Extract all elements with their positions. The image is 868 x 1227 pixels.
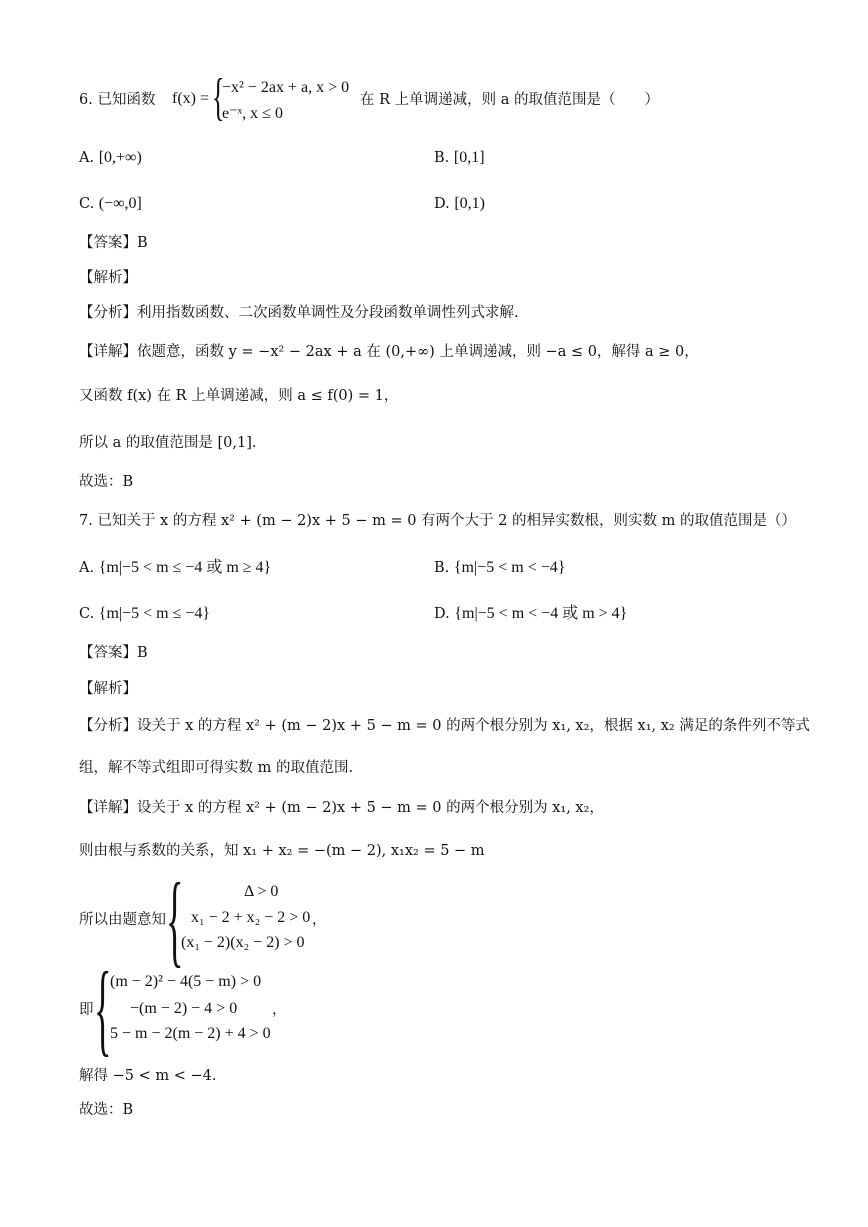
option-value: {m|−5 < m ≤ −4} — [98, 605, 211, 622]
option-value: [0,1] — [453, 149, 485, 166]
option-value: {m|−5 < m ≤ −4 或 m ≥ 4} — [98, 559, 272, 576]
option-label: D. — [434, 606, 450, 622]
q6-option-b — [434, 148, 485, 168]
q7-option-a — [79, 558, 271, 578]
q7-analysis-1: 【分析】设关于 x 的方程 x² + (m − 2)x + 5 − m = 0 的两个根分别为 x₁, x₂，根据 x₁, x₂ 满足的条件列不等式 — [79, 718, 810, 734]
option-label: C. — [79, 196, 95, 212]
option-label: A. — [79, 560, 95, 576]
option-value: [0,1) — [454, 195, 485, 212]
option-value: (−∞,0] — [98, 195, 142, 212]
option-label: B. — [434, 560, 450, 576]
q7-system1-suffix: ， — [312, 912, 327, 928]
q7-option-b — [434, 558, 565, 578]
q6-option-c — [79, 194, 142, 214]
q7-system2-line2: −(m − 2) − 4 > 0 — [130, 1000, 238, 1017]
q6-detail-3: 所以 a 的取值范围是 [0,1]. — [79, 435, 257, 451]
q7-system2-prefix: 即 — [79, 1002, 94, 1018]
option-value: {m|−5 < m < −4 或 m > 4} — [454, 605, 628, 622]
q6-case1: −x² − 2ax + a, x > 0 — [222, 79, 350, 96]
q7-solve: 解得 −5 < m < −4. — [79, 1068, 217, 1084]
option-value: {m|−5 < m < −4} — [453, 559, 566, 576]
option-label: A. — [79, 150, 95, 166]
q7-system1-line1: Δ > 0 — [244, 883, 279, 900]
option-label: D. — [434, 196, 450, 212]
q7-system2-line3: 5 − m − 2(m − 2) + 4 > 0 — [110, 1025, 271, 1042]
option-label: C. — [79, 606, 95, 622]
q6-detail-1: 【详解】依题意，函数 y = −x² − 2ax + a 在 (0,+∞) 上单调递减，则 −a ≤ 0，解得 a ≥ 0， — [79, 344, 699, 360]
q6-func-name: f(x) = — [172, 90, 210, 107]
q7-system1-line3: (x₁ − 2)(x₂ − 2) > 0 — [181, 934, 305, 951]
q7-detail-2: 则由根与系数的关系，知 x₁ + x₂ = −(m − 2), x₁x₂ = 5 − m — [79, 843, 485, 859]
q6-analysis-title: 【解析】 — [79, 270, 137, 286]
q7-detail-1: 【详解】设关于 x 的方程 x² + (m − 2)x + 5 − m = 0 的两个根分别为 x₁, x₂， — [79, 800, 604, 816]
q6-case2: e⁻ˣ, x ≤ 0 — [222, 105, 283, 122]
q6-choose: 故选：B — [79, 474, 134, 490]
q7-system2-suffix: ， — [272, 1002, 287, 1018]
q6-stem-prefix: 6. 已知函数 — [79, 92, 156, 108]
q6-detail-2: 又函数 f(x) 在 R 上单调递减，则 a ≤ f(0) = 1， — [79, 388, 399, 404]
q6-option-a — [79, 148, 142, 168]
q7-system1-line2: x₁ − 2 + x₂ − 2 > 0 — [191, 909, 311, 926]
q7-option-c — [79, 604, 210, 624]
q7-stem: 7. 已知关于 x 的方程 x² + (m − 2)x + 5 − m = 0 有两个大于 2 的相异实数根，则实数 m 的取值范围是（） — [79, 513, 796, 529]
q7-option-d — [434, 604, 627, 624]
q7-analysis-title: 【解析】 — [79, 681, 137, 697]
q6-option-d — [434, 194, 485, 214]
q6-stem-suffix: 在 R 上单调递减，则 a 的取值范围是（ ） — [360, 92, 659, 108]
option-value: [0,+∞) — [98, 149, 142, 166]
q7-choose: 故选：B — [79, 1102, 134, 1118]
q6-answer: 【答案】B — [79, 235, 148, 251]
q6-brace: { — [212, 69, 225, 126]
q6-analysis: 【分析】利用指数函数、二次函数单调性及分段函数单调性列式求解. — [79, 305, 519, 321]
q7-system1-prefix: 所以由题意知 — [79, 912, 166, 928]
q7-analysis-2: 组，解不等式组即可得实数 m 的取值范围. — [79, 760, 354, 776]
q7-system2-brace: { — [94, 951, 112, 1066]
q7-system1-brace: { — [166, 862, 184, 977]
option-label: B. — [434, 150, 450, 166]
q7-system2-line1: (m − 2)² − 4(5 − m) > 0 — [110, 973, 262, 990]
q7-answer: 【答案】B — [79, 645, 148, 661]
